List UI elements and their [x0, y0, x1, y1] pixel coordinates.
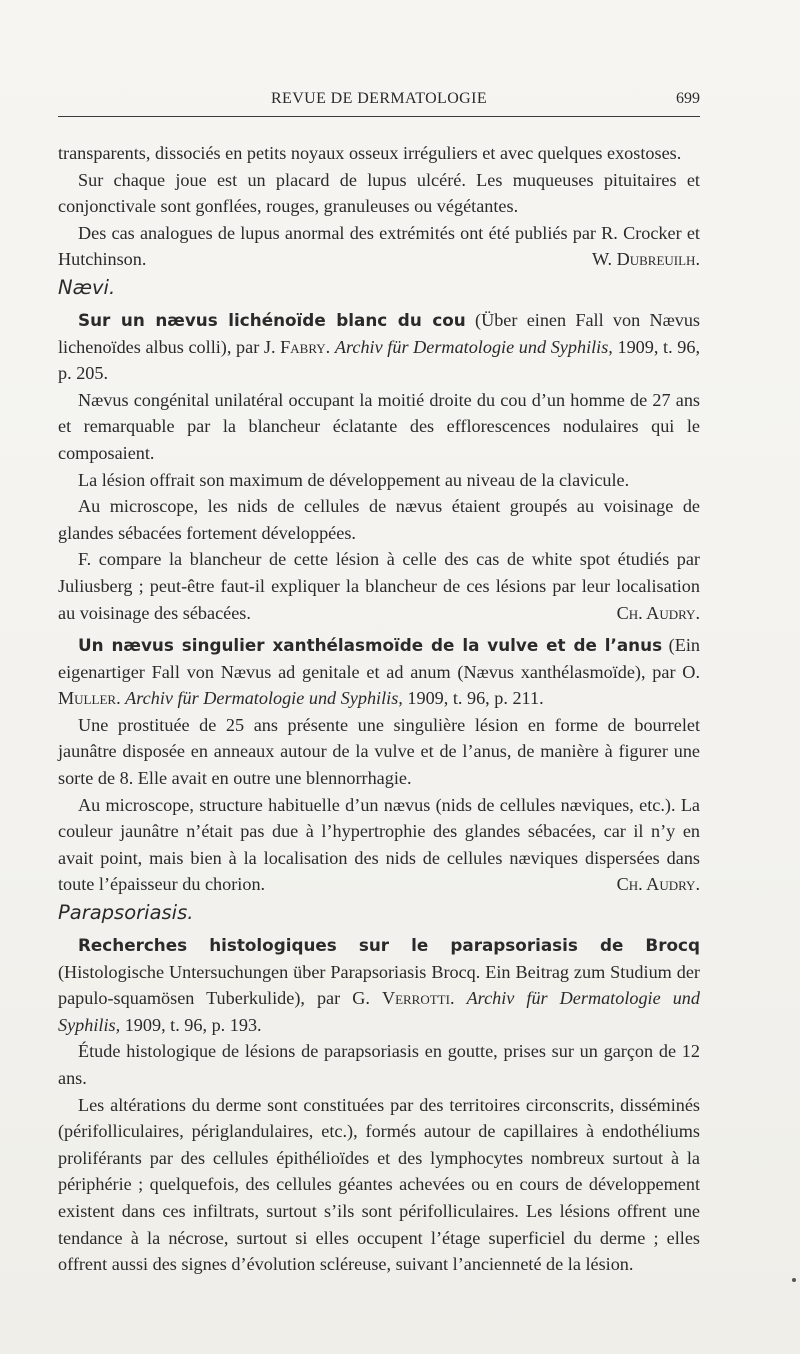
citation-author: Muller	[58, 688, 117, 709]
paragraph-text: Des cas analogues de lupus anormal des extrémités ont été publiés par R. Crocker et Hutchinson.	[58, 222, 700, 270]
citation-separator: .	[325, 336, 335, 357]
paragraph	[58, 546, 700, 626]
citation-text: (Über einen Fall von Nævus lichenoïdes albus colli), par J.	[58, 309, 700, 357]
citation-author: Fabry	[280, 336, 326, 357]
article-citation	[58, 632, 700, 712]
citation-volume: 1909, t. 96, p. 193.	[120, 1014, 262, 1035]
paragraph: Les altérations du derme sont constituées par des territoires circonscrits, disséminés (périfolliculaires, périglandulaires, etc.), formés autour de capillaires à endothéliums proliférants par des cellules épithélioïdes et des lymphocytes nombreux surtout à la périphérie ; quelquefois, des cellules géantes achevées ou en cours de développement existent dans ces infiltrats, surtout s’ils sont périfolliculaires. Les lésions offrent une tendance à la nécrose, surtout si elles occupent l’étage superficiel du derme ; elles offrent aussi des signes d’évolution scléreuse, suivant l’ancienneté de la lésion.	[58, 1094, 700, 1275]
citation-author: Verrotti	[381, 988, 450, 1009]
running-header	[58, 86, 700, 117]
paragraph: transparents, dissociés en petits noyaux osseux irréguliers et avec quelques exostoses.	[58, 143, 682, 163]
author-signature: Ch. Audry.	[616, 602, 700, 623]
article-citation	[58, 307, 700, 387]
citation-journal: Archiv für Dermatologie und Syphilis,	[58, 988, 700, 1035]
author-signature: W. Dubreuilh.	[592, 249, 700, 270]
paragraph: Étude histologique de lésions de parapsoriasis en goutte, prises sur un garçon de 12 ans.	[58, 1041, 700, 1088]
article-title: Recherches histologiques sur le parapsoriasis de Brocq	[78, 935, 700, 956]
paragraph: Nævus congénital unilatéral occupant la moitié droite du cou d’un homme de 27 ans et remarquable par la blancheur éclatante des efflorescences nodulaires qui le composaient.	[58, 389, 700, 463]
paragraph: La lésion offrait son maximum de développement au niveau de la clavicule.	[78, 469, 630, 490]
paragraph-text: F. compare la blancheur de cette lésion à celle des cas de white spot étudiés par Juliusberg ; peut-être faut-il expliquer la blancheur de ces lésions par leur localisation au voisinage des sébacées.	[58, 549, 700, 623]
body-text	[58, 140, 700, 1278]
article-citation	[58, 932, 700, 1038]
citation-journal: Archiv für Dermatologie und Syphilis,	[125, 688, 403, 709]
paragraph: Sur chaque joue est un placard de lupus ulcéré. Les muqueuses pituitaires et conjonctivale sont gonflées, rouges, granuleuses ou végétantes.	[58, 169, 700, 217]
paragraph-text: Au microscope, structure habituelle d’un nævus (nids de cellules næviques, etc.). La couleur jaunâtre n’était pas due à l’hypertrophie des glandes sébacées, car il n’y en avait point, mais bien à la localisation des nids de cellules næviques dispersées dans toute l’épaisseur du chorion.	[58, 794, 700, 895]
citation-separator: .	[116, 688, 126, 709]
section-heading: Nævi.	[58, 275, 116, 299]
citation-text: (Ein eigenartiger Fall von Nævus ad genitale et ad anum (Nævus xanthélasmoïde), par O.	[58, 635, 700, 682]
citation-volume: 1909, t. 96, p. 211.	[402, 688, 544, 709]
article-title: Sur un nævus lichénoïde blanc du cou	[78, 309, 466, 330]
paragraph: Une prostituée de 25 ans présente une singulière lésion en forme de bourrelet jaunâtre disposée en anneaux autour de la vulve et de l’anus, de manière à figurer une sorte de 8. Elle avait en outre une blennorrhagie.	[58, 714, 700, 789]
author-signature: Ch. Audry.	[616, 874, 700, 895]
citation-text: (Histologische Untersuchungen über Parapsoriasis Brocq. Ein Beitrag zum Studium der papulo-squamösen Tuberkulide), par G.	[58, 961, 700, 1009]
page-number: 699	[676, 90, 700, 107]
citation-volume: 1909, t. 96, p. 205.	[58, 336, 701, 384]
print-speck	[792, 1278, 796, 1282]
citation-journal: Archiv für Dermatologie und Syphilis,	[334, 336, 613, 357]
running-title: REVUE DE DERMATOLOGIE	[270, 90, 488, 107]
paragraph	[58, 792, 700, 898]
paragraph	[58, 220, 700, 273]
article-title: Un nævus singulier xanthélasmoïde de la vulve et de l’anus	[78, 635, 663, 656]
citation-separator: .	[449, 988, 467, 1009]
section-heading: Parapsoriasis.	[58, 901, 194, 925]
paragraph: Au microscope, les nids de cellules de nævus étaient groupés au voisinage de glandes sébacées fortement développées.	[58, 496, 700, 543]
